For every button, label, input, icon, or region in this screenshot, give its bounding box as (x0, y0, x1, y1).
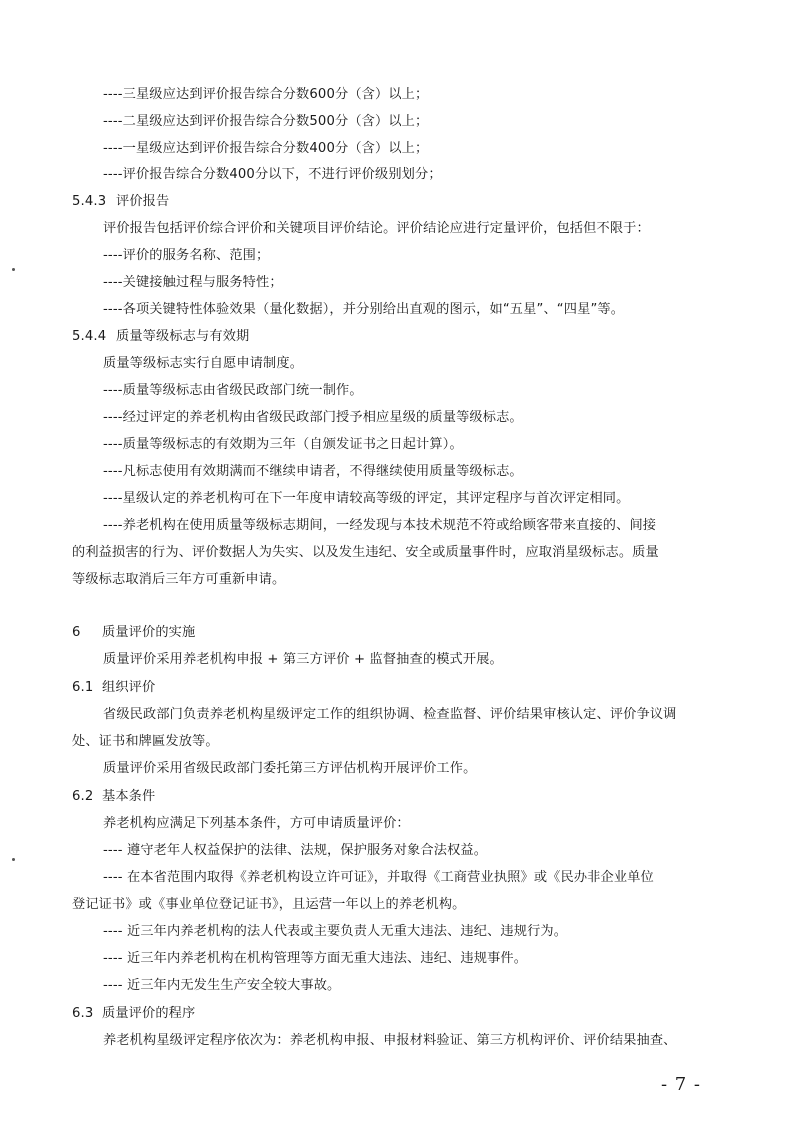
section-heading (72, 193, 169, 211)
section-heading (72, 624, 195, 642)
text-line: 省级民政部门负责养老机构星级评定工作的组织协调、检查监督、评价结果审核认定、评价争议调 (103, 707, 677, 722)
text-line: ---- 近三年内无发生生产安全较大事故。 (103, 978, 341, 993)
text-line: ----凡标志使用有效期满而不继续申请者，不得继续使用质量等级标志。 (103, 464, 523, 479)
page-number: - 7 - (660, 1074, 701, 1095)
section-number: 6 (72, 625, 81, 640)
section-title: 质量等级标志与有效期 (116, 329, 250, 344)
text-line: ----星级认定的养老机构可在下一年度申请较高等级的评定，其评定程序与首次评定相同。 (103, 491, 630, 506)
text-line: 的利益损害的行为、评价数据人为失实、以及发生违纪、安全或质量事件时，应取消星级标志。质量 (72, 545, 659, 560)
text-line: 养老机构应满足下列基本条件，方可申请质量评价： (103, 816, 410, 831)
text-line: ---- 近三年内养老机构在机构管理等方面无重大违法、违纪、违规事件。 (103, 951, 528, 966)
section-number: 5.4.4 (72, 329, 107, 344)
section-title: 质量评价的程序 (102, 1006, 196, 1021)
section-number: 6.2 (72, 789, 94, 804)
text-line: ---- 在本省范围内取得《养老机构设立许可证》，并取得《工商营业执照》或《民办非企业单位 (103, 870, 654, 885)
text-line: 质量评价采用养老机构申报 + 第三方评价 + 监督抽查的模式开展。 (103, 652, 503, 667)
section-title: 基本条件 (102, 789, 156, 804)
text-line: 等级标志取消后三年方可重新申请。 (72, 572, 286, 587)
section-heading (72, 679, 155, 697)
section-heading (72, 328, 249, 346)
section-heading (72, 1005, 195, 1023)
text-line: ----养老机构在使用质量等级标志期间，一经发现与本技术规范不符或给顾客带来直接的、间接 (103, 518, 657, 533)
text-line: 养老机构星级评定程序依次为：养老机构申报、申报材料验证、第三方机构评价、评价结果抽查、 (103, 1033, 677, 1048)
text-line: 质量评价采用省级民政部门委托第三方评估机构开展评价工作。 (103, 761, 477, 776)
section-title: 组织评价 (102, 680, 156, 695)
text-line: ----各项关键特性体验效果（量化数据），并分别给出直观的图示，如“五星”、“四星”等。 (103, 302, 625, 317)
text-line: ----质量等级标志由省级民政部门统一制作。 (103, 383, 363, 398)
section-number: 6.3 (72, 1006, 94, 1021)
text-line: ----二星级应达到评价报告综合分数500分（含）以上； (103, 114, 429, 129)
section-title: 评价报告 (116, 194, 170, 209)
text-line: ----关键接触过程与服务特性； (103, 275, 283, 290)
section-title: 质量评价的实施 (102, 625, 196, 640)
scan-speck (12, 268, 15, 271)
text-line: 登记证书》或《事业单位登记证书》，且运营一年以上的养老机构。 (72, 897, 466, 912)
scan-speck (12, 858, 15, 861)
section-number: 6.1 (72, 680, 94, 695)
text-line: ----经过评定的养老机构由省级民政部门授予相应星级的质量等级标志。 (103, 410, 523, 425)
text-line: 处、证书和牌匾发放等。 (72, 734, 219, 749)
section-heading (72, 788, 155, 806)
text-line: ----评价的服务名称、范围； (103, 248, 270, 263)
text-line: 质量等级标志实行自愿申请制度。 (103, 356, 304, 371)
text-line: ---- 遵守老年人权益保护的法律、法规，保护服务对象合法权益。 (103, 843, 488, 858)
text-line: ----质量等级标志的有效期为三年（自颁发证书之日起计算）。 (103, 437, 463, 452)
text-line: ---- 近三年内养老机构的法人代表或主要负责人无重大违法、违纪、违规行为。 (103, 924, 568, 939)
text-line: ----一星级应达到评价报告综合分数400分（含）以上； (103, 141, 429, 156)
text-line: 评价报告包括评价综合评价和关键项目评价结论。评价结论应进行定量评价，包括但不限于： (103, 221, 650, 236)
text-line: ----三星级应达到评价报告综合分数600分（含）以上； (103, 87, 429, 102)
section-number: 5.4.3 (72, 194, 107, 209)
text-line: ----评价报告综合分数400分以下，不进行评价级别划分； (103, 167, 442, 182)
